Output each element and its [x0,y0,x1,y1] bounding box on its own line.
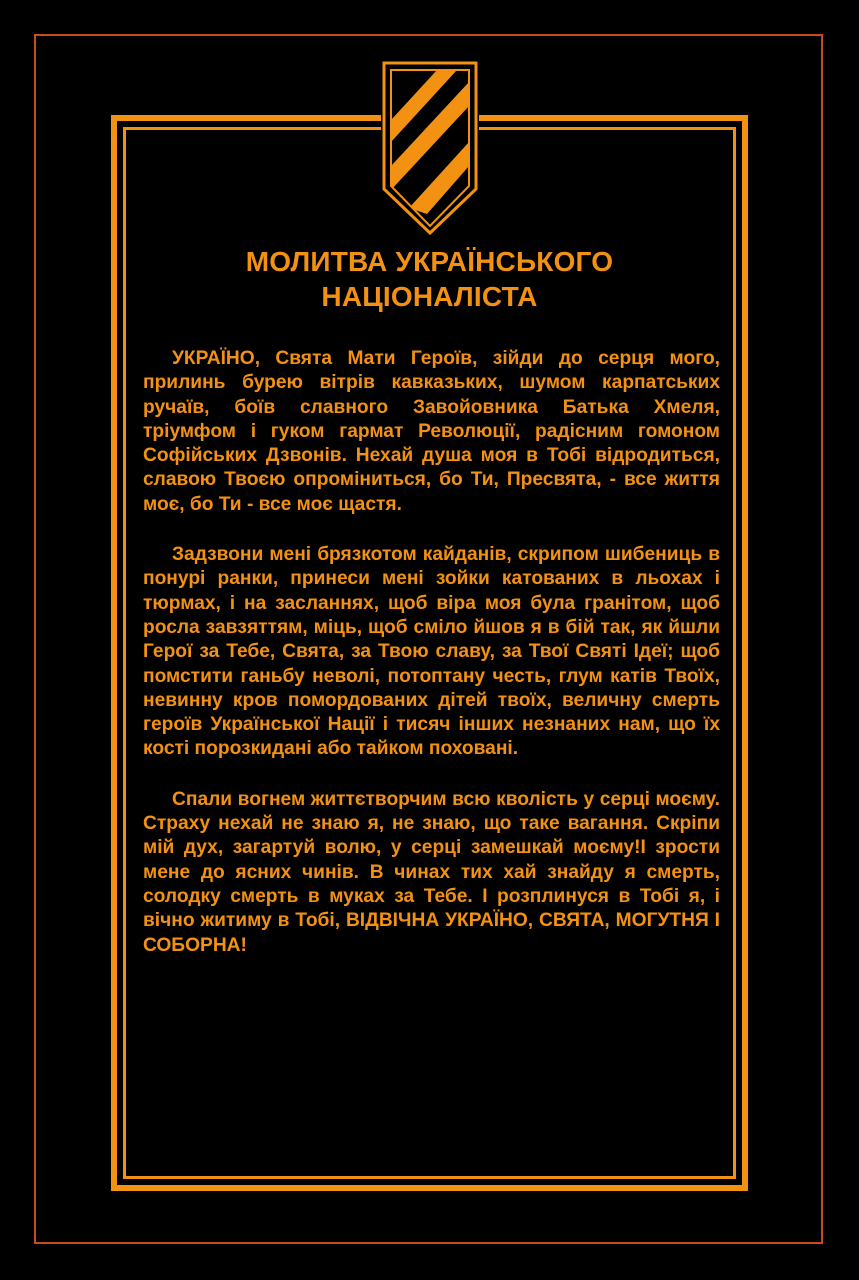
title-line-2: НАЦІОНАЛІСТА [321,281,538,312]
paragraph-3: Спали вогнем життєтворчим всю кволість у серці моєму. Страху нехай не знаю я, не знаю, що таке вагання. Скріпи мій дух, загартуй волю, у серці замешкай моєму!І зрости мене до ясних чинів. В чинах тих хай знайду я смерть, солодку смерть в муках за Тебе. І розплинуся в Тобі я, і вічно житиму в Тобі, ВІДВІЧНА УКРАЇНО, СВЯТА, МОГУТНЯ І СОБОРНА! [143,788,720,956]
paragraph-2: Задзвони мені брязкотом кайданів, скрипом шибениць в понурі ранки, принеси мені зойки катованих в льохах і тюрмах, і на засланнях, щоб віра моя була гранітом, щоб росла завзяттям, міць, щоб сміло йшов я в бій так, як йшли Герої за Тебе, Свята, за Твою славу, за Твої Святі Ідеї; щоб помстити ганьбу неволі, потоптану честь, глум катів Твоїх, невинну кров помордованих дітей твоїх, величну смерть героїв Української Нації і тисяч інших незнаних нам, що їх кості порозкидані або тайком поховані. [143,544,720,760]
paragraph-1: УКРАЇНО, Свята Мати Героїв, зійди до серця мого, прилинь бурею вітрів кавказьких, шумом карпатських ручаїв, боїв славного Завойовника Батька Хмеля, тріумфом і гуком гармат Революції, радісним гомоном Софійських Дзвонів. Нехай душа моя в Тобі відродиться, славою Твоєю опроміниться, бо Ти, Пресвята, - все життя моє, бо Ти - все моє щастя. [143,348,720,515]
shield-stripes-icon [379,58,481,238]
title-line-1: МОЛИТВА УКРАЇНСЬКОГО [245,246,614,277]
prayer-text [143,347,720,984]
page-title [130,244,729,314]
